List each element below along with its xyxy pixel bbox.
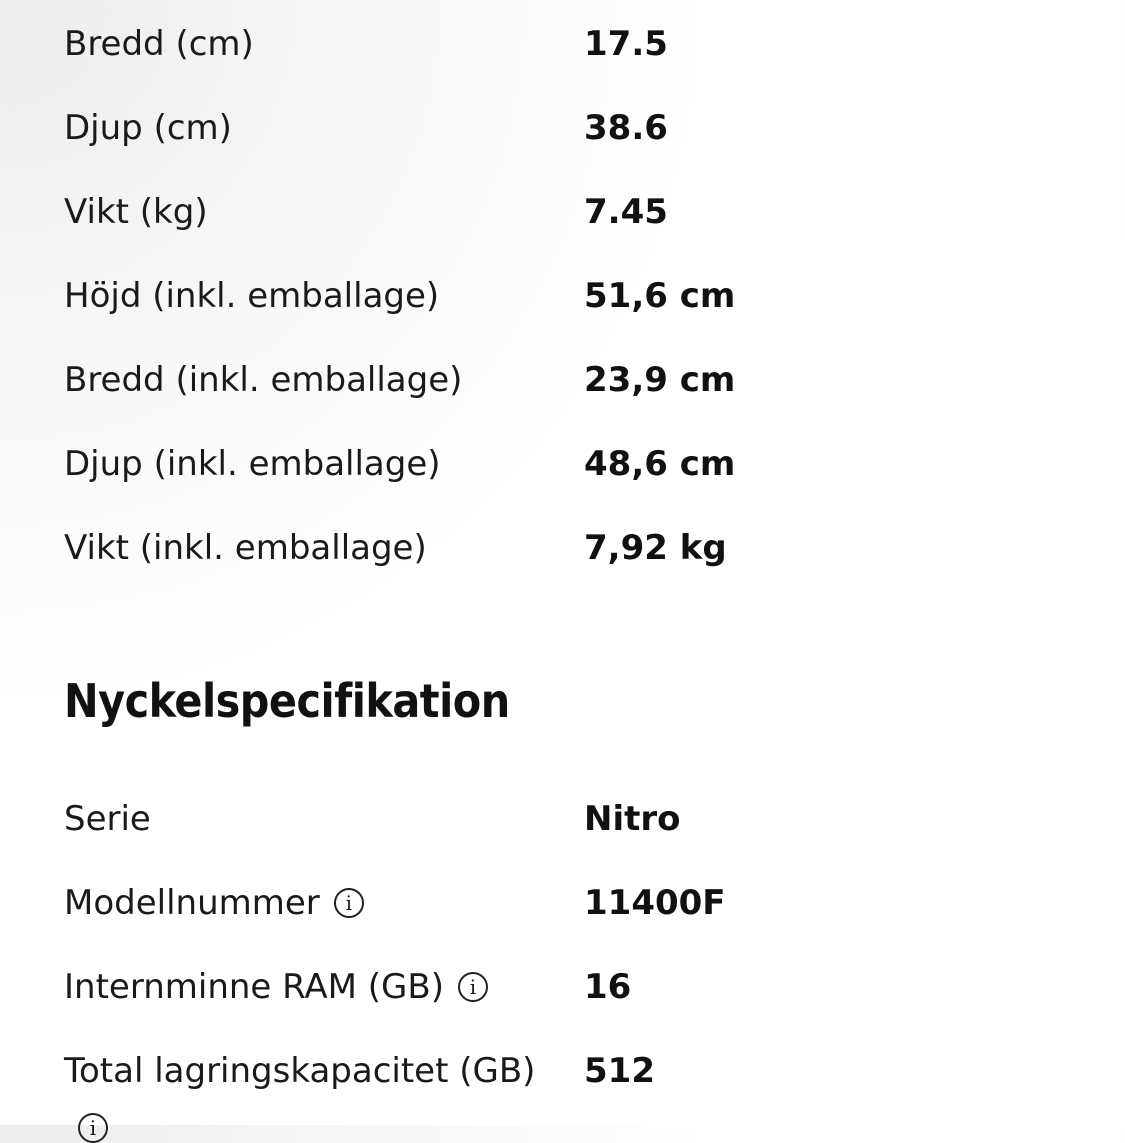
spec-value: 11400F bbox=[584, 883, 726, 923]
spec-value: 48,6 cm bbox=[584, 444, 736, 484]
spec-label-wrap bbox=[64, 967, 488, 1007]
section-title-key-spec: Nyckelspecifikation bbox=[64, 674, 510, 728]
info-icon[interactable]: i bbox=[334, 888, 364, 918]
spec-value: 16 bbox=[584, 967, 632, 1007]
spec-label: Bredd (inkl. emballage) bbox=[64, 360, 463, 400]
spec-label: Total lagringskapacitet (GB) bbox=[64, 1051, 536, 1091]
spec-row-djup-emballage bbox=[64, 444, 1064, 528]
spec-label: Serie bbox=[64, 799, 151, 839]
spec-value: 17.5 bbox=[584, 24, 668, 64]
spec-label-wrap bbox=[64, 883, 364, 923]
spec-value: 23,9 cm bbox=[584, 360, 736, 400]
spec-row-bredd-emballage bbox=[64, 360, 1064, 444]
spec-label: Vikt (kg) bbox=[64, 192, 208, 232]
spec-row-ram bbox=[64, 967, 1064, 1051]
spec-row-serie bbox=[64, 799, 1064, 883]
spec-row-lagring bbox=[64, 1051, 1064, 1140]
spec-row-bredd bbox=[64, 24, 1064, 108]
spec-value: Nitro bbox=[584, 799, 681, 839]
spec-row-hojd-emballage bbox=[64, 276, 1064, 360]
spec-value: 7.45 bbox=[584, 192, 668, 232]
spec-value: 512 bbox=[584, 1051, 655, 1091]
spec-label: Vikt (inkl. emballage) bbox=[64, 528, 427, 568]
spec-row-modellnummer bbox=[64, 883, 1064, 967]
spec-value: 7,92 kg bbox=[584, 528, 727, 568]
spec-label: Höjd (inkl. emballage) bbox=[64, 276, 440, 316]
spec-value: 38.6 bbox=[584, 108, 668, 148]
info-icon[interactable]: i bbox=[458, 972, 488, 1002]
spec-label: Djup (cm) bbox=[64, 108, 232, 148]
spec-label: Bredd (cm) bbox=[64, 24, 254, 64]
spec-row-vikt-emballage bbox=[64, 528, 1064, 612]
spec-value: 51,6 cm bbox=[584, 276, 736, 316]
spec-label: Internminne RAM (GB) bbox=[64, 967, 444, 1007]
spec-label: Djup (inkl. emballage) bbox=[64, 444, 441, 484]
spec-label: Modellnummer bbox=[64, 883, 320, 923]
spec-row-vikt bbox=[64, 192, 1064, 276]
spec-row-djup bbox=[64, 108, 1064, 192]
info-icon[interactable]: i bbox=[78, 1113, 108, 1143]
